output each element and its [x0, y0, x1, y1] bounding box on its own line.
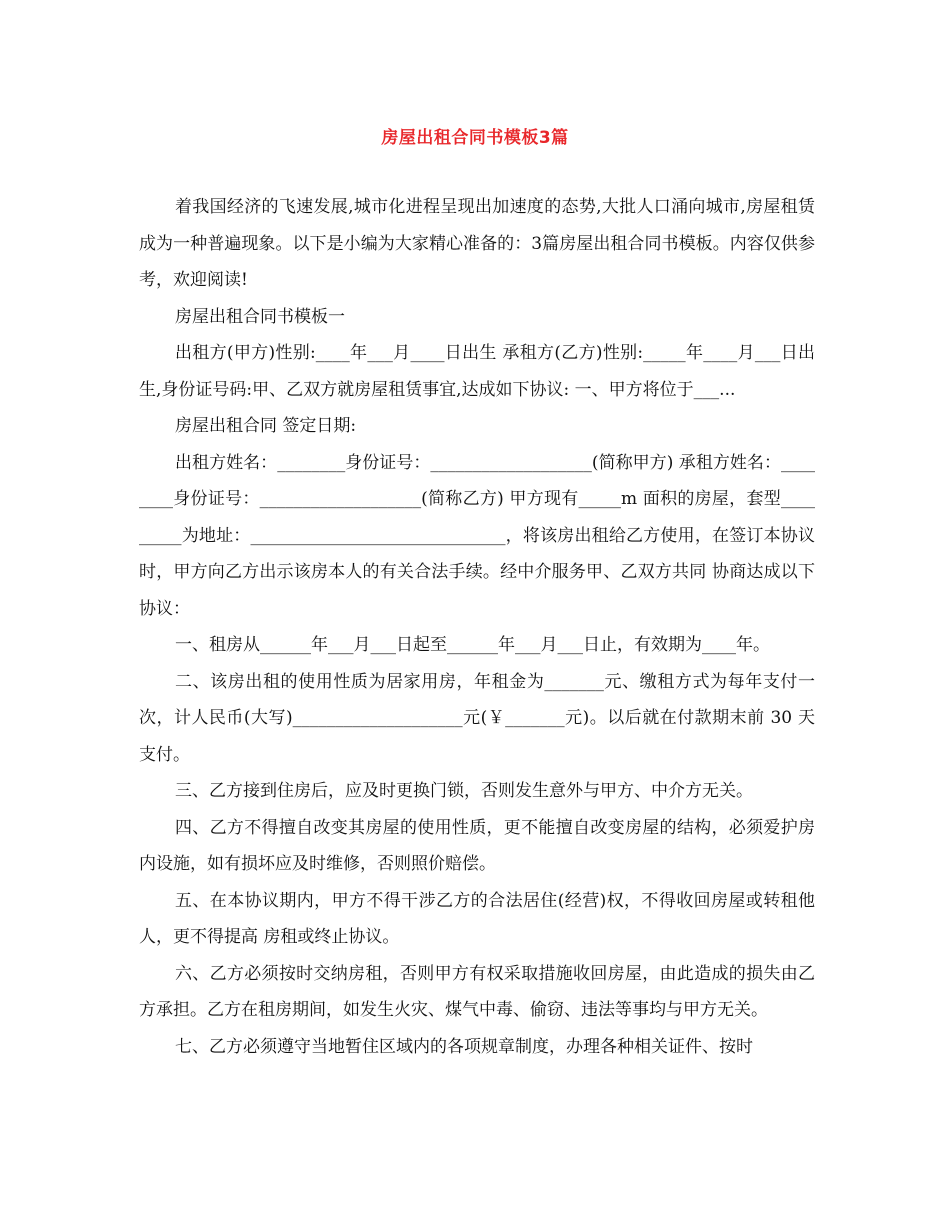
paragraph-clause-4: 四、乙方不得擅自改变其房屋的使用性质，更不能擅自改变房屋的结构，必须爱护房内设施，如有损坏应及时维修，否则照价赔偿。	[139, 817, 815, 874]
paragraph-clause-7: 七、乙方必须遵守当地暂住区域内的各项规章制度，办理各种相关证件、按时	[175, 1036, 753, 1057]
document-body	[139, 189, 815, 1065]
paragraph-clause-2: 二、该房出租的使用性质为居家用房，年租金为_______元、缴租方式为每年支付一次，计人民币(大写)____________________元(￥_______元)。以后就在付款期末前 30 天支付。	[139, 671, 815, 765]
paragraph-clause-6: 六、乙方必须按时交纳房租，否则甲方有权采取措施收回房屋，由此造成的损失由乙方承担。乙方在租房期间，如发生火灾、煤气中毒、偷窃、违法等事均与甲方无关。	[139, 963, 815, 1020]
paragraph-section-heading: 房屋出租合同书模板一	[175, 306, 345, 327]
paragraph-clause-5: 五、在本协议期内，甲方不得干涉乙方的合法居住(经营)权，不得收回房屋或转租他人，更不得提高 房租或终止协议。	[139, 890, 815, 947]
paragraph-contract-date: 房屋出租合同 签定日期:	[175, 416, 357, 436]
paragraph-clause-1: 一、租房从______年___月___日起至______年___月___日止，有效期为____年。	[175, 635, 770, 655]
document-title: 房屋出租合同书模板3篇	[381, 128, 569, 148]
paragraph-parties: 出租方(甲方)性别:____年___月____日出生 承租方(乙方)性别:_____年____月___日出生,身份证号码:甲、乙双方就房屋租赁事宜,达成如下协议: 一、甲方将位于___...	[139, 343, 815, 400]
paragraph-clause-3: 三、乙方接到住房后，应及时更换门锁，否则发生意外与甲方、中介方无关。	[175, 781, 753, 801]
paragraph-intro: 着我国经济的飞速发展,城市化进程呈现出加速度的态势,大批人口涌向城市,房屋租赁成为一种普遍现象。以下是小编为大家精心准备的：3篇房屋出租合同书模板。内容仅供参考，欢迎阅读!	[139, 197, 815, 290]
paragraph-party-details: 出租方姓名：________身份证号：___________________(简称甲方) 承租方姓名：________身份证号：___________________(简称乙方) 甲方现有_____m 面积的房屋，套型_________为地址：______________________________，将该房出租给乙方使用，在签订本协议时，甲方向乙方出示该房本人的有关合法手续。经中介服务甲、乙双方共同 协商达成以下协议：	[139, 452, 815, 619]
